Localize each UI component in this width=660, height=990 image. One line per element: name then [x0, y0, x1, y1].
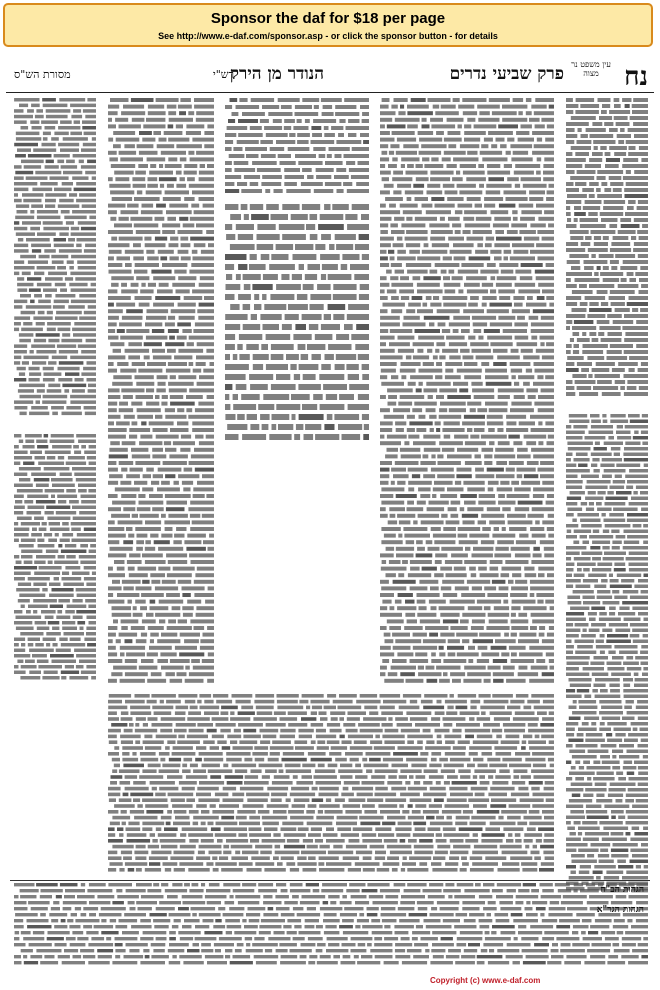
hagahot-gra-label: הגהות הגר"א — [596, 905, 644, 915]
chapter-title: פרק שביעי נדרים — [449, 64, 564, 84]
folio-number: נח — [624, 62, 648, 92]
left-margin-text — [10, 96, 98, 416]
tosafot-text — [376, 96, 556, 686]
tosafot-label: מסורת הש"ס — [14, 68, 71, 81]
mesekhet-title: הנודר מן הירק — [229, 64, 324, 84]
ein-mishpat-label: עין משפט נר מצוה — [571, 60, 611, 78]
margin-commentary-text — [562, 412, 650, 892]
sponsor-banner[interactable] — [3, 3, 653, 47]
ein-mishpat-column — [562, 96, 650, 396]
sponsor-link[interactable]: See http://www.e-daf.com/sponsor.asp - or click the sponsor button - for details — [158, 31, 498, 41]
ein-mishpat-text — [562, 96, 650, 396]
tosafot-rid-column — [562, 412, 650, 892]
hagahot-text — [10, 881, 650, 969]
rashi-text — [104, 96, 216, 686]
page-header — [6, 58, 654, 93]
rashi-column — [104, 96, 216, 686]
gemara-text — [221, 202, 371, 442]
left-margin-lower — [10, 432, 98, 682]
gemara-main — [221, 202, 371, 442]
sponsor-title[interactable]: Sponsor the daf for $18 per page — [210, 10, 446, 27]
lower-commentary-block — [104, 692, 556, 872]
hagahot-bach-label: הגהות הב"ח — [600, 885, 644, 895]
left-margin-column — [10, 96, 98, 416]
copyright-notice[interactable]: Copyright (c) www.e-daf.com — [430, 976, 541, 985]
lower-commentary-text — [104, 692, 556, 872]
left-margin-lower-text — [10, 432, 98, 682]
talmud-page — [6, 52, 654, 974]
gemara-upper-right — [221, 96, 371, 196]
hagahot-block — [10, 880, 650, 969]
rashi-label: רש"י — [212, 68, 234, 81]
gemara-text-upper-right — [221, 96, 371, 196]
tosafot-column — [376, 96, 556, 686]
